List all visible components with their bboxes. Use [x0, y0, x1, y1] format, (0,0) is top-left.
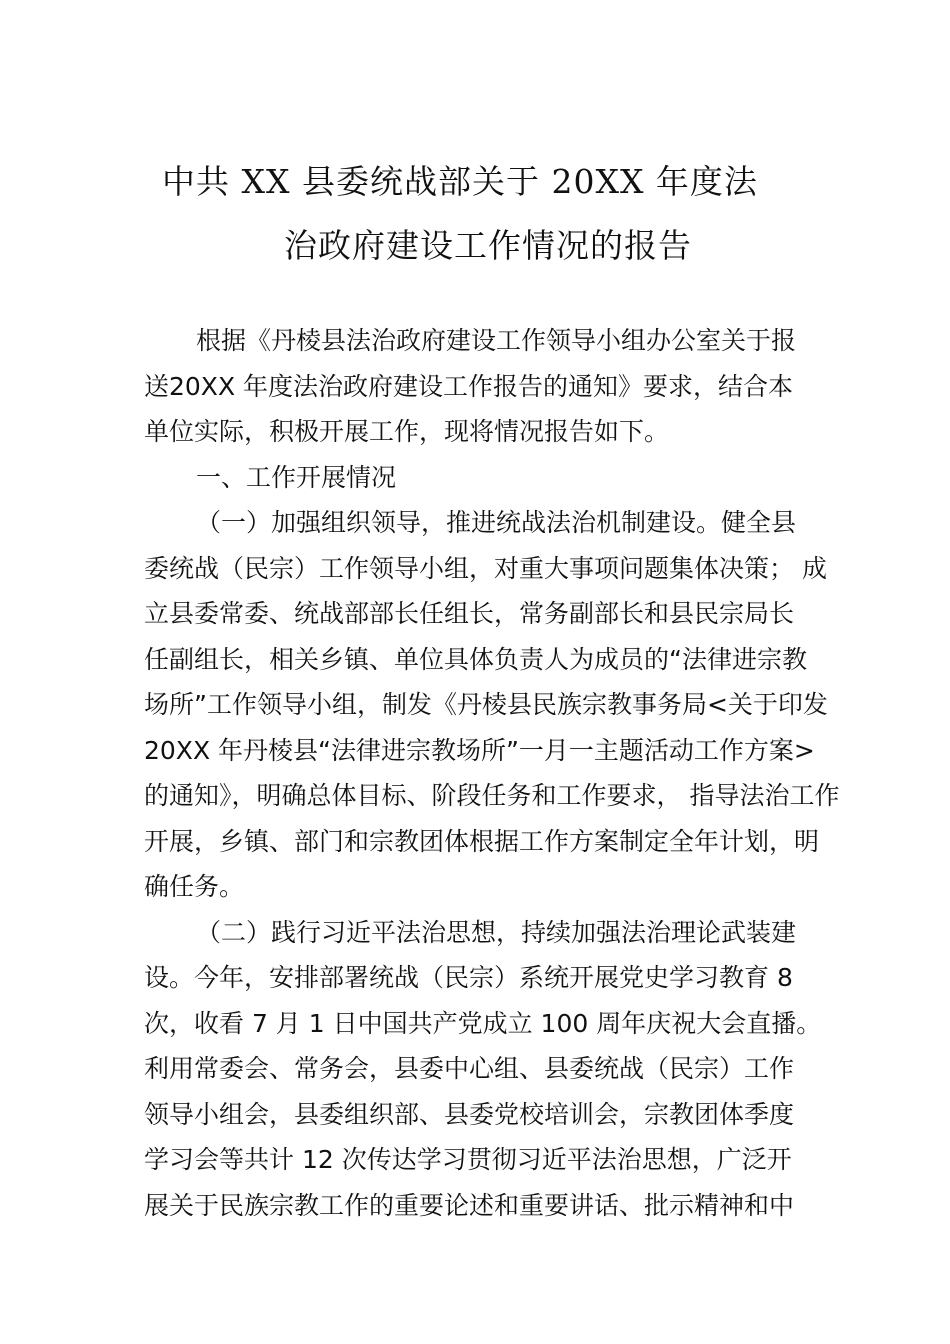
paragraph-line: 送20XX 年度法治政府建设工作报告的通知》要求，结合本 — [144, 371, 794, 401]
paragraph-line: 学习会等共计 12 次传达学习贯彻习近平法治思想，广泛开 — [144, 1145, 792, 1174]
paragraph-line: 确任务。 — [144, 872, 245, 901]
paragraph-line: 根据《丹棱县法治政府建设工作领导小组办公室关于报 — [196, 326, 797, 355]
paragraph-line: 利用常委会、常务会，县委中心组、县委统战（民宗）工作 — [144, 1054, 795, 1083]
paragraph-line: 单位实际，积极开展工作，现将情况报告如下。 — [144, 417, 670, 446]
document-title-line-1: 中共 XX 县委统战部关于 20XX 年度法 — [162, 162, 758, 201]
paragraph-line: 场所”工作领导小组，制发《丹棱县民族宗教事务局<关于印发 — [144, 690, 828, 719]
paragraph-line: （一）加强组织领导，推进统战法治机制建设。健全县 — [196, 508, 797, 537]
section-heading: 一、工作开展情况 — [196, 462, 397, 492]
paragraph-line: 展关于民族宗教工作的重要论述和重要讲话、批示精神和中 — [144, 1190, 795, 1220]
paragraph-line: 的通知》，明确总体目标、阶段任务和工作要求， 指导法治工作 — [144, 781, 840, 810]
paragraph-line: 立县委常委、统战部部长任组长，常务副部长和县民宗局长 — [144, 599, 795, 628]
paragraph-line: 领导小组会，县委组织部、县委党校培训会，宗教团体季度 — [144, 1099, 795, 1129]
paragraph-line: 任副组长，相关乡镇、单位具体负责人为成员的“法律进宗教 — [144, 644, 807, 674]
document-title-line-2: 治政府建设工作情况的报告 — [284, 226, 692, 265]
paragraph-line: 设。今年，安排部署统战（民宗）系统开展党史学习教育 8 — [144, 963, 793, 992]
paragraph-line: （二）践行习近平法治思想，持续加强法治理论武装建 — [196, 917, 797, 947]
paragraph-line: 开展，乡镇、部门和宗教团体根据工作方案制定全年计划，明 — [144, 826, 820, 856]
paragraph-line: 次，收看 7 月 1 日中国共产党成立 100 周年庆祝大会直播。 — [144, 1008, 822, 1038]
paragraph-line: 委统战（民宗）工作领导小组，对重大事项问题集体决策； 成 — [144, 553, 827, 583]
paragraph-line: 20XX 年丹棱县“法律进宗教场所”一月一主题活动工作方案> — [144, 735, 815, 765]
document-body — [144, 318, 840, 1228]
